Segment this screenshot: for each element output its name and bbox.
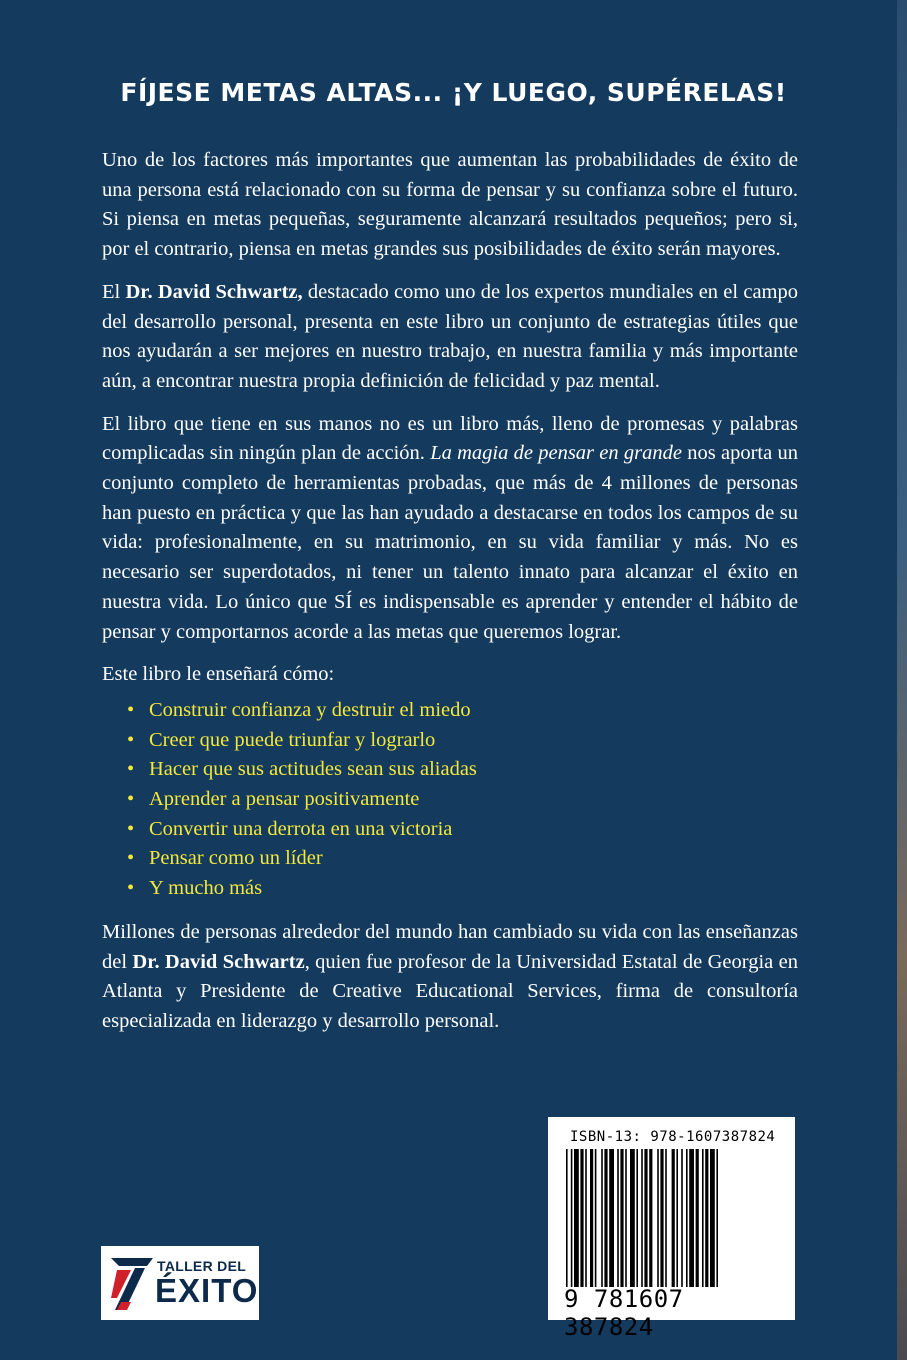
- publisher-logo-mark-icon: [107, 1254, 155, 1312]
- paragraph-intro: Uno de los factores más importantes que aumentan las probabilidades de éxito de una persona está relacionado con su forma de pensar y su confianza sobre el futuro. Si piensa en metas pequeñas, seguramente alcanzará resultados pequeños; pero si, por el contrario, piensa en metas grandes sus posibilidades de éxito serán mayores.: [102, 149, 798, 261]
- bullet-icon: •: [127, 847, 135, 870]
- list-intro: Este libro le enseñará cómo:: [102, 663, 335, 686]
- book-title: La magia de pensar en grande: [430, 442, 682, 465]
- paragraph-book: El libro que tiene en sus manos no es un libro más, lleno de promesas y palabras complicadas sin ningún plan de acción. La magia de pensar en grande nos aporta un conjunto completo de herramientas probadas, que más de 4 millones de personas han puesto en práctica y que las han ayudado a destacarse en todos los campos de su vida: profesionalmente, en su matrimonio, en su vida familiar y más. No es necesario ser superdotados, ni tener un talento innato para alcanzar el éxito en nuestra vida. Lo único que SÍ es indispensable es aprender y entender el hábito de pensar y comportarnos acorde a las metas que queremos lograr.: [102, 412, 798, 643]
- back-cover-text: [102, 146, 798, 1050]
- bullet-icon: •: [127, 788, 135, 811]
- barcode: [548, 1117, 795, 1341]
- isbn-label: ISBN-13: 978-1607387824: [570, 1129, 776, 1145]
- author-name: Dr. David Schwartz,: [125, 280, 303, 303]
- bullet-icon: •: [127, 698, 135, 721]
- paragraph-closing: Millones de personas alrededor del mundo han cambiado su vida con las enseñanzas del Dr. David Schwartz, quien fue profesor de la Universidad Estatal de Georgia en Atlanta y Presidente de Creative Educational Services, firma de consultoría especializada en liderazgo y desarrollo personal.: [102, 920, 798, 1032]
- logo-line-2: ÉXITO: [155, 1272, 259, 1309]
- headline: FÍJESE METAS ALTAS... ¡Y LUEGO, SUPÉRELAS!: [120, 78, 787, 107]
- bullet-icon: •: [127, 817, 135, 840]
- bullet-icon: •: [127, 758, 135, 781]
- paragraph-author: El Dr. David Schwartz, destacado como uno de los expertos mundiales en el campo del desarrollo personal, presenta en este libro un conjunto de estrategias útiles que nos ayudarán a ser mejores en nuestro trabajo, en nuestra familia y más importante aún, a encontrar nuestra propia definición de felicidad y paz mental.: [102, 280, 798, 392]
- barcode-bars: [564, 1149, 779, 1287]
- bullet-icon: •: [127, 877, 135, 900]
- list-item: • Creer que puede triunfar y lograrlo: [149, 726, 798, 756]
- list-item: • Construir confianza y destruir el miedo: [149, 696, 798, 726]
- list-item: • Convertir una derrota en una victoria: [149, 815, 798, 845]
- list-item: • Aprender a pensar positivamente: [149, 785, 798, 815]
- list-item: • Y mucho más: [149, 874, 798, 904]
- author-name: Dr. David Schwartz: [132, 950, 305, 973]
- publisher-logo: [101, 1246, 259, 1320]
- spine-edge: [897, 0, 907, 1360]
- bullet-icon: •: [127, 728, 135, 751]
- isbn-digits: 9 781607 387824: [564, 1285, 684, 1341]
- list-item: • Hacer que sus actitudes sean sus aliadas: [149, 755, 798, 785]
- bullet-list: [102, 696, 798, 904]
- list-item: • Pensar como un líder: [149, 844, 798, 874]
- logo-line-1: TALLER DEL: [157, 1258, 247, 1274]
